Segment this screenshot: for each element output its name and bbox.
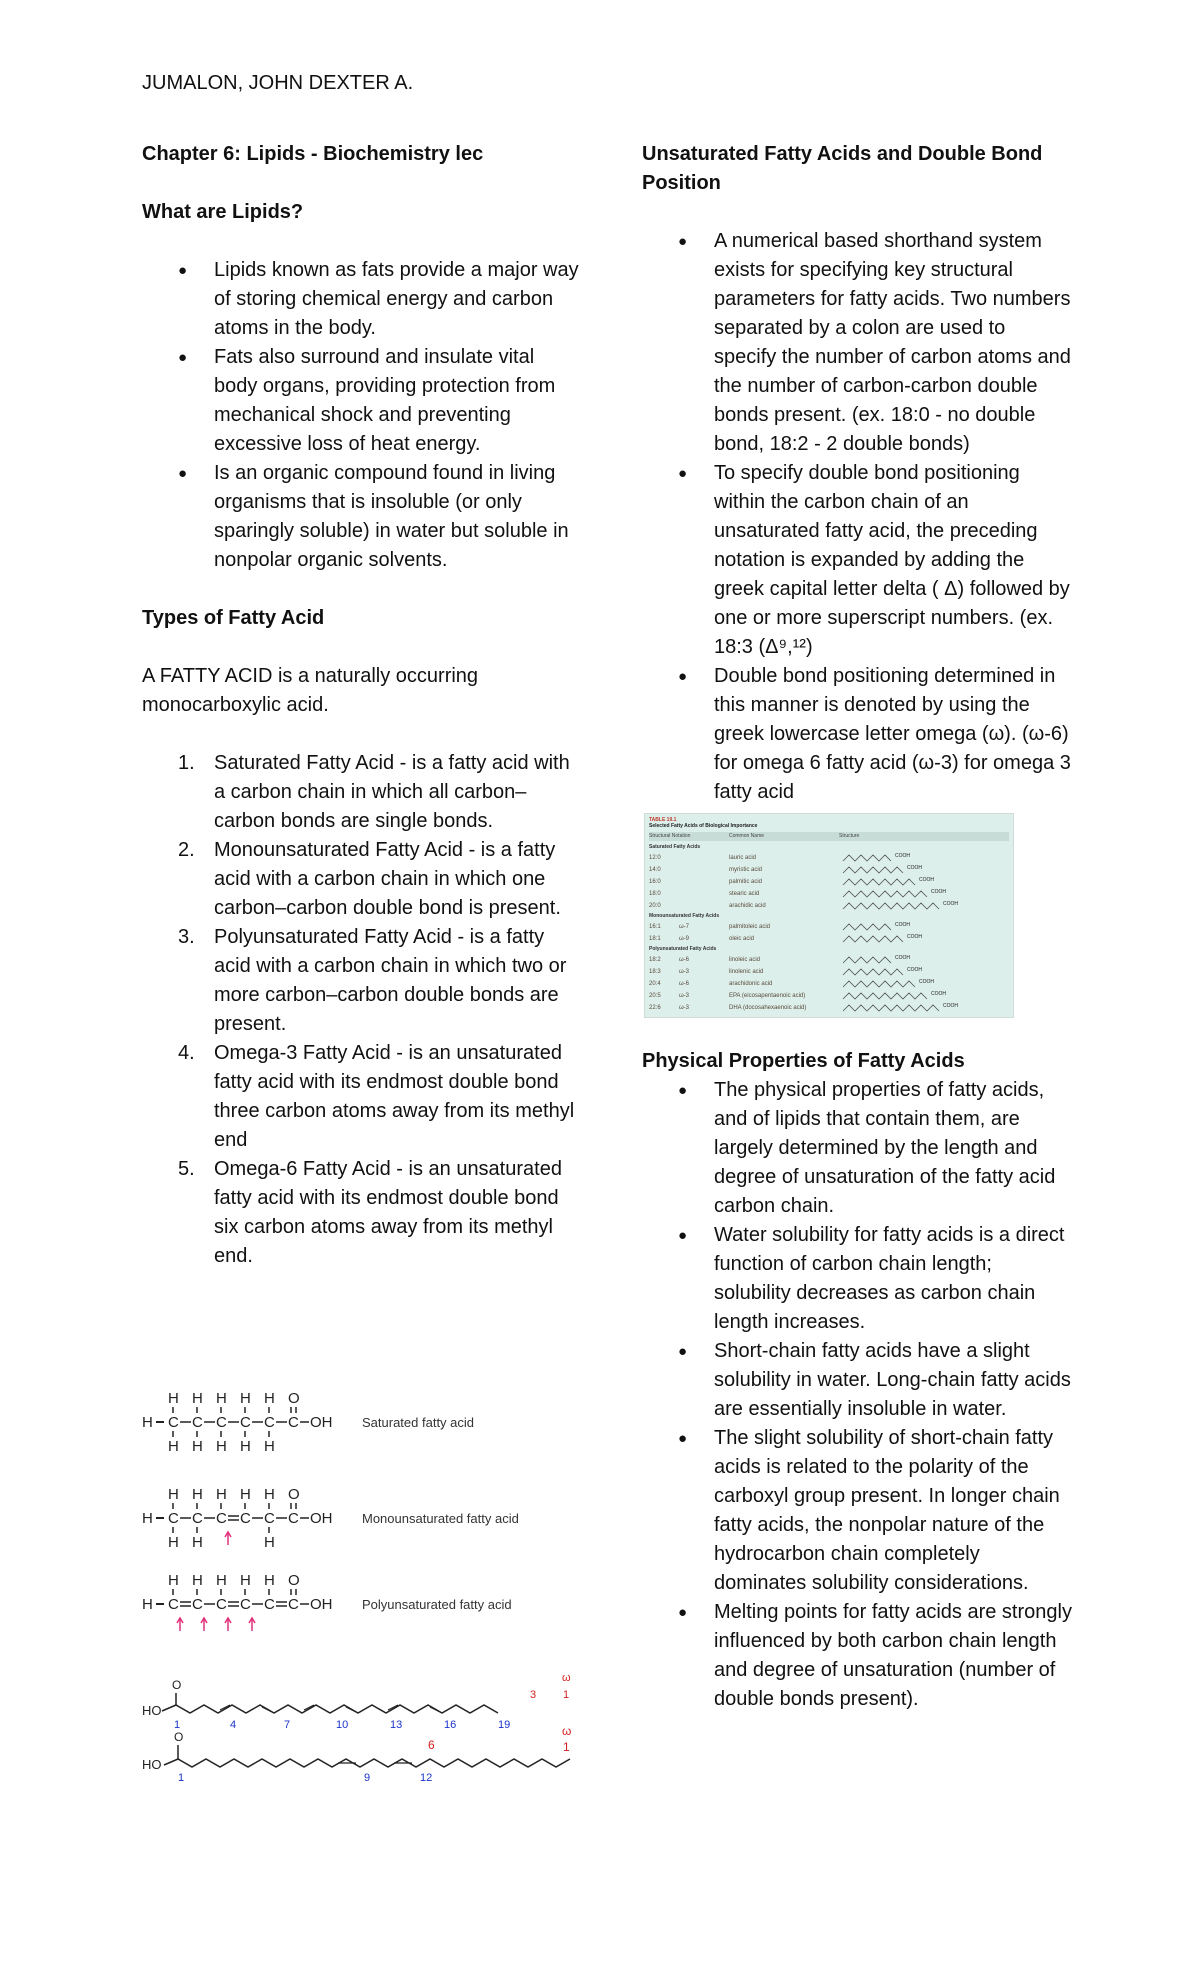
svg-text:1: 1 (174, 1719, 181, 1731)
svg-text:H: H (192, 1486, 203, 1503)
list-item: ● Is an organic compound found in living organisms that is insoluble (or only sparingly soluble) in water but soluble in nonpolar organic solvents. (142, 459, 582, 575)
unsaturated-list (642, 227, 1072, 807)
table-row: 16:0 palmitic acid COOH (649, 876, 1009, 888)
svg-text:12: 12 (420, 1772, 433, 1784)
svg-text:O: O (288, 1572, 300, 1589)
svg-text:H: H (216, 1572, 227, 1589)
list-item: ● Water solubility for fatty acids is a direct function of carbon chain length; solubility decreases as carbon chain length increases. (642, 1221, 1072, 1337)
list-item: ● Melting points for fatty acids are strongly influenced by both carbon chain length and degree of unsaturation (number of double bonds present). (642, 1598, 1072, 1714)
svg-text:H: H (240, 1438, 251, 1455)
list-item: ● A numerical based shorthand system exists for specifying key structural parameters for fatty acids. Two numbers separated by a colon are used to specify the number of carbon atoms and the number of carbon-carbon double bonds present. (ex. 18:0 - no double bond, 18:2 - 2 double bonds) (642, 227, 1072, 459)
what-are-lipids-heading: What are Lipids? (142, 201, 304, 223)
list-item: ● To specify double bond positioning within the carbon chain of an unsaturated fatty acid, the preceding notation is expanded by adding the greek capital letter delta ( Δ) followed by one or more superscript numbers. (ex. 18:3 (Δ⁹,¹²) (642, 459, 1072, 662)
svg-text:O: O (172, 1678, 182, 1692)
list-item: 1. Saturated Fatty Acid - is a fatty acid with a carbon chain in which all carbon–carbon bonds are single bonds. (178, 752, 570, 832)
svg-text:C: C (216, 1596, 227, 1613)
svg-text:C: C (192, 1596, 203, 1613)
svg-text:6: 6 (428, 1738, 435, 1752)
mono-structure (142, 1486, 519, 1551)
table-row: 20:0 arachidic acid COOH (649, 900, 1009, 912)
svg-text:H: H (240, 1390, 251, 1407)
svg-text:H: H (168, 1572, 179, 1589)
right-column (642, 140, 1072, 1714)
svg-text:H: H (264, 1438, 275, 1455)
svg-text:C: C (168, 1596, 179, 1613)
svg-text:C: C (168, 1414, 179, 1431)
list-item: ● Double bond positioning determined in this manner is denoted by using the greek lowercase letter omega (ω). (ω-6) for omega 6 fatty acid (ω-3) for omega 3 fatty acid (642, 662, 1072, 807)
svg-text:H: H (192, 1438, 203, 1455)
list-item: ● Lipids known as fats provide a major way of storing chemical energy and carbon atoms in the body. (142, 256, 582, 343)
table-row: 14:0 myristic acid COOH (649, 864, 1009, 876)
svg-text:H: H (168, 1534, 179, 1551)
omega6-skeletal-structure (142, 1724, 571, 1784)
svg-text:C: C (168, 1510, 179, 1527)
svg-text:C: C (264, 1596, 275, 1613)
svg-text:H: H (264, 1572, 275, 1589)
svg-text:H: H (264, 1534, 275, 1551)
svg-text:ω: ω (562, 1724, 572, 1738)
svg-text:3: 3 (530, 1689, 537, 1701)
list-item: ● Fats also surround and insulate vital body organs, providing protection from mechanical shock and preventing excessive loss of heat energy. (142, 343, 582, 459)
svg-text:O: O (288, 1390, 300, 1407)
svg-text:C: C (240, 1510, 251, 1527)
zigzag-structure-icon (839, 990, 989, 1002)
poly-structure (142, 1572, 512, 1631)
svg-text:H: H (264, 1390, 275, 1407)
svg-text:HO: HO (142, 1703, 162, 1718)
omega3-skeletal-structure (142, 1672, 571, 1731)
svg-text:OH: OH (310, 1596, 333, 1613)
table-row: 16:1 ω-7 palmitoleic acid COOH (649, 921, 1009, 933)
svg-text:C: C (240, 1596, 251, 1613)
physical-properties-heading: Physical Properties of Fatty Acids (642, 1050, 965, 1072)
svg-text:H: H (240, 1486, 251, 1503)
svg-text:16: 16 (444, 1719, 457, 1731)
svg-text:C: C (216, 1414, 227, 1431)
svg-text:H: H (142, 1596, 153, 1613)
zigzag-structure-icon (839, 888, 989, 900)
zigzag-structure-icon (839, 954, 989, 966)
svg-text:1: 1 (178, 1772, 185, 1784)
fatty-acid-structures-figure (142, 1385, 572, 1785)
svg-text:1: 1 (563, 1740, 570, 1754)
svg-text:C: C (288, 1510, 299, 1527)
svg-text:ω: ω (562, 1672, 571, 1684)
table-row: 12:0 lauric acid COOH (649, 852, 1009, 864)
table-subtitle: Selected Fatty Acids of Biological Importance (649, 823, 758, 829)
svg-text:H: H (216, 1438, 227, 1455)
table-caption: TABLE 19.1 (649, 817, 677, 823)
table-row: 20:5 ω-3 EPA (eicosapentaenoic acid) COOH (649, 990, 1009, 1002)
zigzag-structure-icon (839, 876, 989, 888)
author-name: JUMALON, JOHN DEXTER A. (142, 72, 414, 94)
table-row: 22:6 ω-3 DHA (docosahexaenoic acid) COOH (649, 1002, 1009, 1014)
svg-text:H: H (168, 1438, 179, 1455)
svg-text:H: H (264, 1486, 275, 1503)
zigzag-structure-icon (839, 852, 989, 864)
svg-text:O: O (174, 1730, 184, 1744)
svg-text:H: H (142, 1510, 153, 1527)
types-list (142, 749, 582, 1271)
svg-text:7: 7 (284, 1719, 291, 1731)
svg-text:C: C (288, 1596, 299, 1613)
svg-text:C: C (216, 1510, 227, 1527)
svg-text:H: H (192, 1572, 203, 1589)
zigzag-structure-icon (839, 978, 989, 990)
saturated-label: Saturated fatty acid (362, 1415, 475, 1430)
table-row: 18:2 ω-6 linoleic acid COOH (649, 954, 1009, 966)
svg-text:19: 19 (498, 1719, 511, 1731)
list-item: ● The physical properties of fatty acids, and of lipids that contain them, are largely determined by the length and degree of unsaturation of the fatty acid carbon chain. (642, 1076, 1072, 1221)
chapter-title: Chapter 6: Lipids - Biochemistry lec (142, 143, 484, 165)
svg-text:H: H (192, 1390, 203, 1407)
unsaturated-heading: Unsaturated Fatty Acids and Double Bond Position (642, 143, 1043, 194)
table-header: Structural Notation Common Name Structure (649, 832, 1009, 841)
list-item: 3. Polyunsaturated Fatty Acid - is a fatty acid with a carbon chain in which two or more carbon–carbon double bonds are present. (178, 926, 567, 1035)
svg-text:1: 1 (563, 1689, 570, 1701)
svg-text:10: 10 (336, 1719, 349, 1731)
svg-text:C: C (192, 1510, 203, 1527)
table-section-title: Polyunsaturated Fatty Acids (649, 946, 717, 952)
types-intro: A FATTY ACID is a naturally occurring monocarboxylic acid. (142, 665, 479, 716)
svg-text:O: O (288, 1486, 300, 1503)
physical-properties-list (642, 1076, 1072, 1714)
zigzag-structure-icon (839, 900, 989, 912)
svg-text:H: H (240, 1572, 251, 1589)
svg-text:H: H (168, 1486, 179, 1503)
list-item: 2. Monounsaturated Fatty Acid - is a fatty acid with a carbon chain in which one carbon–carbon double bond is present. (178, 839, 561, 919)
table-row: 18:0 stearic acid COOH (649, 888, 1009, 900)
svg-text:H: H (216, 1486, 227, 1503)
list-item: 5. Omega-6 Fatty Acid - is an unsaturated fatty acid with its endmost double bond six carbon atoms away from its methyl end. (178, 1158, 562, 1267)
svg-text:H: H (168, 1390, 179, 1407)
svg-text:9: 9 (364, 1772, 371, 1784)
mono-label: Monounsaturated fatty acid (362, 1511, 519, 1526)
svg-text:C: C (240, 1414, 251, 1431)
list-item: ● Short-chain fatty acids have a slight solubility in water. Long-chain fatty acids are essentially insoluble in water. (642, 1337, 1072, 1424)
svg-text:C: C (264, 1510, 275, 1527)
table-row: 18:3 ω-3 linolenic acid COOH (649, 966, 1009, 978)
list-item: ● The slight solubility of short-chain fatty acids is related to the polarity of the carboxyl group present. In longer chain fatty acids, the nonpolar nature of the hydrocarbon chain completely dominates solubility considerations. (642, 1424, 1072, 1598)
fatty-acid-table (644, 813, 1014, 1018)
svg-text:H: H (216, 1390, 227, 1407)
left-column (142, 140, 582, 1271)
svg-text:4: 4 (230, 1719, 237, 1731)
table-row: 20:4 ω-6 arachidonic acid COOH (649, 978, 1009, 990)
list-item: 4. Omega-3 Fatty Acid - is an unsaturated fatty acid with its endmost double bond three carbon atoms away from its methyl end (178, 1042, 575, 1151)
svg-text:C: C (288, 1414, 299, 1431)
zigzag-structure-icon (839, 921, 989, 933)
svg-text:H: H (192, 1534, 203, 1551)
table-section-title: Saturated Fatty Acids (649, 844, 701, 850)
saturated-structure (142, 1390, 474, 1455)
types-heading: Types of Fatty Acid (142, 607, 325, 629)
svg-text:OH: OH (310, 1510, 333, 1527)
what-are-lipids-list (142, 256, 582, 575)
svg-text:H: H (142, 1414, 153, 1431)
svg-text:C: C (192, 1414, 203, 1431)
svg-text:13: 13 (390, 1719, 403, 1731)
table-row: 18:1 ω-9 oleic acid COOH (649, 933, 1009, 945)
svg-text:OH: OH (310, 1414, 333, 1431)
svg-text:C: C (264, 1414, 275, 1431)
zigzag-structure-icon (839, 1002, 989, 1014)
poly-label: Polyunsaturated fatty acid (362, 1597, 512, 1612)
table-section-title: Monounsaturated Fatty Acids (649, 913, 720, 919)
svg-text:HO: HO (142, 1757, 162, 1772)
